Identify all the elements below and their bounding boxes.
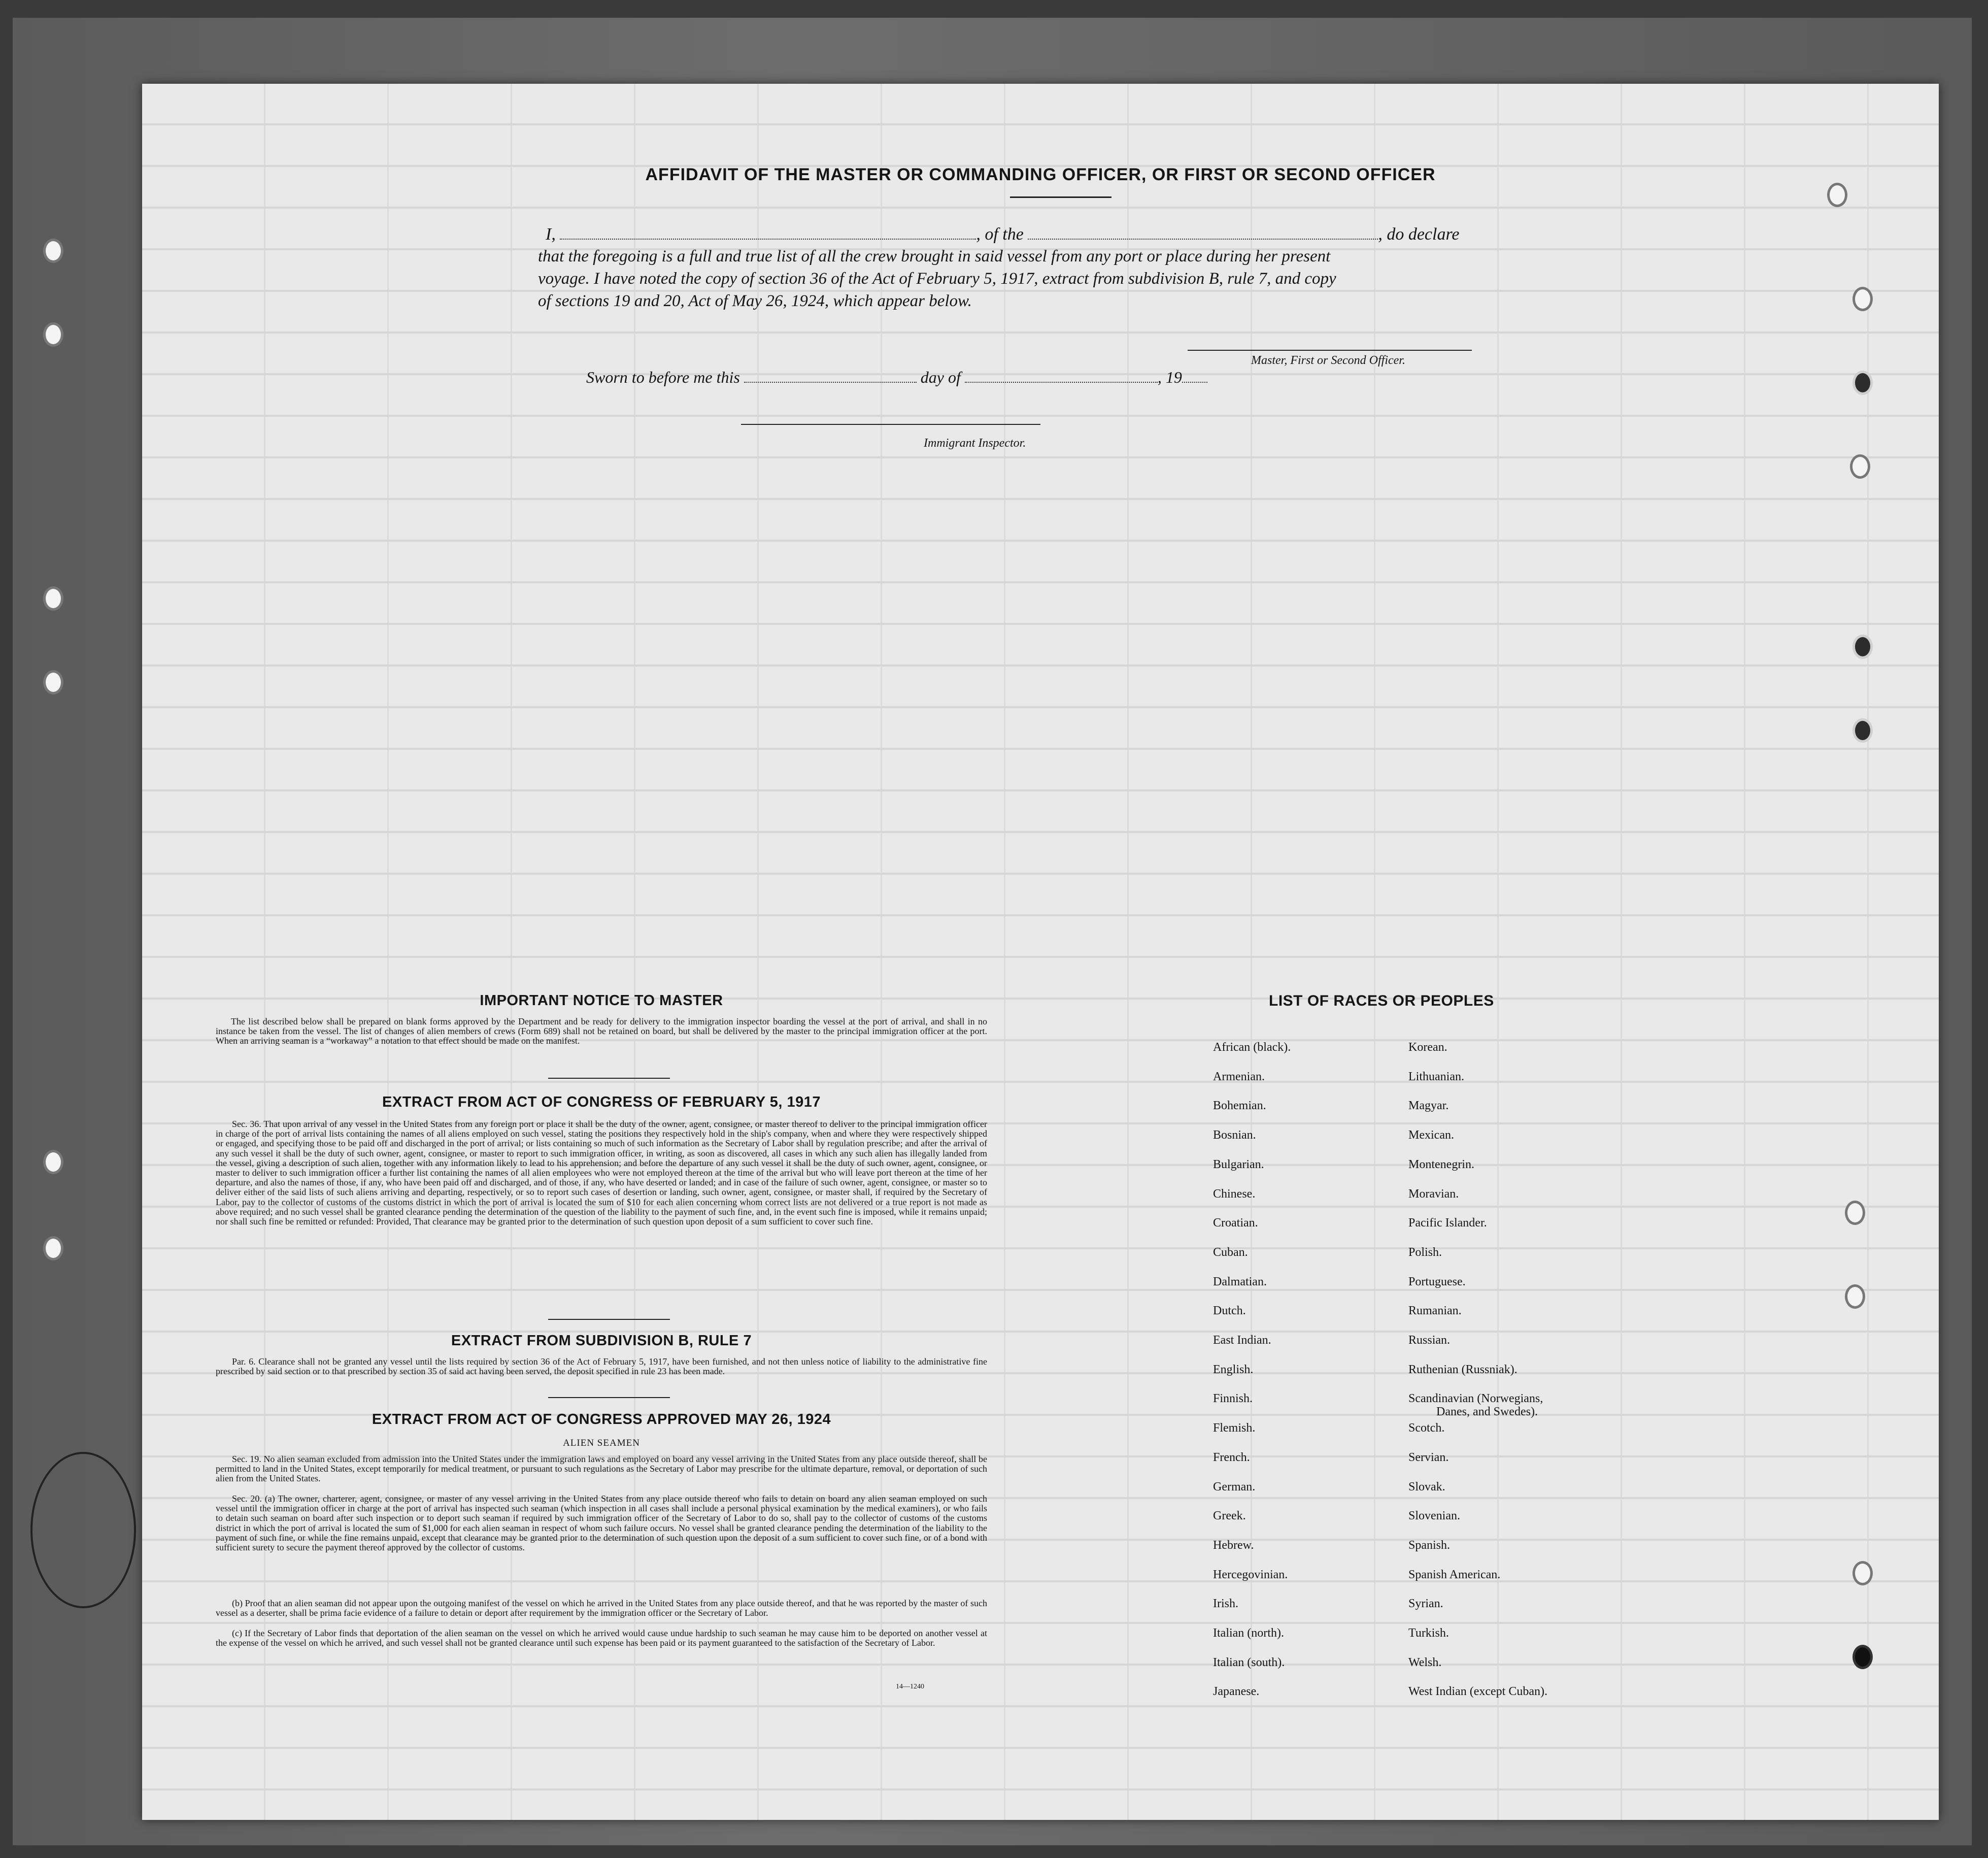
race-item: Croatian. <box>1213 1216 1258 1230</box>
extract-rule7-text: Par. 6. Clearance shall not be granted any vessel until the lists required by section 36 of the Act of February 5, 1917, have been furnished, and not then unless notice of liability to the administrative fine prescribed by said section or to that prescribed by section 35 of said act having been served, the deposit specified in rule 23 has been made. <box>216 1356 987 1377</box>
extract-1917-rule <box>548 1319 670 1320</box>
race-item: Russian. <box>1408 1334 1451 1347</box>
vessel-blank[interactable] <box>1028 238 1378 240</box>
binder-hole <box>1845 1201 1865 1225</box>
race-item: French. <box>1213 1450 1250 1464</box>
race-item: Scandinavian (Norwegians, <box>1408 1392 1543 1406</box>
affidavit-i: I, <box>546 225 556 244</box>
extract-1917-title: EXTRACT FROM ACT OF CONGRESS OF FEBRUARY 5, 1917 <box>382 1094 821 1110</box>
title-rule <box>1010 196 1111 198</box>
extract-rule7-title: EXTRACT FROM SUBDIVISION B, RULE 7 <box>451 1333 752 1349</box>
master-signature-line <box>1188 350 1472 351</box>
binder-hole <box>1827 183 1847 207</box>
notice-text: The list described below shall be prepared on blank forms approved by the Department and be ready for delivery to the immigration inspector boarding the vessel at the port of arrival, and shall in no instance be taken from the vessel. The list of changes of alien members of crews (Form 689) shall not be retained on board, but shall be delivered by the master to the principal immigration officer at the port. When an arriving seaman is a “workaway” a notation to that effect should be made on the manifest. <box>216 1016 987 1046</box>
binder-hole <box>43 670 63 694</box>
affidavit-line-4: of sections 19 and 20, Act of May 26, 1924, which appear below. <box>538 292 972 310</box>
binder-hole <box>1852 1561 1873 1585</box>
race-item: Bohemian. <box>1213 1099 1266 1113</box>
master-label: Master, First or Second Officer. <box>1251 354 1405 367</box>
sworn-day-of: day of <box>920 368 961 386</box>
race-item: Mexican. <box>1408 1129 1454 1142</box>
race-item: Dutch. <box>1213 1304 1246 1318</box>
race-item: Slovenian. <box>1408 1509 1460 1523</box>
partial-stamp <box>30 1452 136 1608</box>
sec20c-text: (c) If the Secretary of Labor finds that deportation of the alien seaman on the vessel on which he arrived would cause undue hardship to such seaman he may cause him to be deported on another vessel at the expense of the vessel on which he arrived, and such vessel shall not be granted clearance until such expense has been paid or its payment guaranteed to the satisfaction of the Secretary of Labor. <box>216 1628 987 1648</box>
race-item: Lithuanian. <box>1408 1070 1464 1083</box>
race-item: English. <box>1213 1363 1254 1376</box>
race-item: Italian (south). <box>1213 1655 1285 1669</box>
race-item: Hebrew. <box>1213 1538 1254 1552</box>
binder-hole <box>1850 454 1870 479</box>
manifest-page <box>142 84 1939 1820</box>
sec20a-text: Sec. 20. (a) The owner, charterer, agent, consignee, or master of any vessel arriving in the United States from any place outside thereof who fails to detain on board any alien seaman employed on such vessel until the immigration officer in charge at the port of arrival has inspected such seaman (which inspection in all cases shall include a personal physical examination by the medical examiners), or who fails to detain such seaman on board after such inspection or to deport such seaman if required by such immigration officer of the Secretary of Labor to do so, shall pay to the collector of customs of the customs district in which the port of arrival is located the sum of $1,000 for each alien seaman in respect of whom such failure occurs. No vessel shall be granted clearance pending the determination of the liability to the payment of such fine, or while the fine remains unpaid, except that clearance may be granted prior to the determination of such question upon the deposit of a sum sufficient to cover such fine, or of a bond with sufficient surety to secure the payment thereof approved by the collector of customs. <box>216 1494 987 1553</box>
alien-seamen-subtitle: ALIEN SEAMEN <box>563 1438 640 1448</box>
race-item: Scotch. <box>1408 1421 1445 1435</box>
race-item: Ruthenian (Russniak). <box>1408 1363 1518 1376</box>
race-item: Slovak. <box>1408 1480 1445 1494</box>
affidavit-of-the: , of the <box>976 225 1024 244</box>
inspector-label: Immigrant Inspector. <box>924 437 1026 450</box>
race-item: Pacific Islander. <box>1408 1216 1487 1230</box>
binder-hole <box>1852 635 1873 659</box>
sworn-year: , 19 <box>1157 368 1182 386</box>
race-item: Syrian. <box>1408 1597 1443 1611</box>
race-item: Servian. <box>1408 1450 1449 1464</box>
sec20b-text: (b) Proof that an alien seaman did not appear upon the outgoing manifest of the vessel on which he arrived in the United States from any place outside thereof, and that he was reported by the master of such vessel as a deserter, shall be prima facie evidence of a failure to detain or deport after requirement by the immigration officer or the Secretary of Labor. <box>216 1598 987 1618</box>
race-item: Danes, and Swedes). <box>1436 1405 1538 1419</box>
race-item: African (black). <box>1213 1041 1291 1054</box>
race-item: Greek. <box>1213 1509 1246 1523</box>
affidavit-line-3: voyage. I have noted the copy of section 36 of the Act of February 5, 1917, extract from subdivision B, rule 7, and copy <box>538 270 1336 288</box>
race-item: Bosnian. <box>1213 1129 1256 1142</box>
race-item: Rumanian. <box>1408 1304 1462 1318</box>
binder-hole <box>1852 1645 1873 1669</box>
sworn-prefix: Sworn to before me this <box>586 368 740 386</box>
affidavit-line-1 <box>546 225 1460 244</box>
race-item: Spanish. <box>1408 1538 1451 1552</box>
form-number: 14—1240 <box>896 1683 924 1690</box>
binder-hole <box>43 1236 63 1260</box>
race-item: Flemish. <box>1213 1421 1256 1435</box>
extract-rule7-rule <box>548 1397 670 1398</box>
race-item: Chinese. <box>1213 1187 1256 1201</box>
show-through-text <box>142 84 1939 1820</box>
sec19-text: Sec. 19. No alien seaman excluded from admission into the United States under the immigration laws and employed on board any vessel arriving in the United States from any place outside thereof, shall be permitted to land in the United States, except temporarily for medical treatment, or pursuant to such regulations as the Secretary of Labor may prescribe for the ultimate departure, removal, or deportation of such alien from the United States. <box>216 1454 987 1484</box>
race-item: Magyar. <box>1408 1099 1449 1113</box>
race-item: Spanish American. <box>1408 1568 1501 1581</box>
race-item: Turkish. <box>1408 1627 1449 1640</box>
sworn-day-blank[interactable] <box>744 381 917 383</box>
name-blank[interactable] <box>560 238 976 240</box>
sworn-month-blank[interactable] <box>965 381 1158 383</box>
race-item: German. <box>1213 1480 1256 1494</box>
race-item: Italian (north). <box>1213 1627 1284 1640</box>
race-item: Korean. <box>1408 1041 1447 1054</box>
race-item: East Indian. <box>1213 1334 1271 1347</box>
race-item: Polish. <box>1408 1245 1442 1259</box>
race-item: Japanese. <box>1213 1685 1260 1699</box>
affidavit-declare: , do declare <box>1378 225 1460 244</box>
race-item: Welsh. <box>1408 1655 1442 1669</box>
binder-hole <box>43 586 63 611</box>
sworn-year-blank[interactable] <box>1182 381 1207 383</box>
affidavit-title: AFFIDAVIT OF THE MASTER OR COMMANDING OFFICER, OR FIRST OR SECOND OFFICER <box>645 165 1436 184</box>
affidavit-line-2: that the foregoing is a full and true list of all the crew brought in said vessel from any port or place during her present <box>538 247 1331 266</box>
sworn-line <box>586 368 1207 387</box>
race-item: Hercegovinian. <box>1213 1568 1288 1581</box>
race-item: Portuguese. <box>1408 1275 1466 1288</box>
race-item: Finnish. <box>1213 1392 1253 1406</box>
race-item: Moravian. <box>1408 1187 1459 1201</box>
race-item: Armenian. <box>1213 1070 1265 1083</box>
race-item: West Indian (except Cuban). <box>1408 1685 1547 1699</box>
race-item: Cuban. <box>1213 1245 1248 1259</box>
binder-hole <box>43 322 63 347</box>
binder-hole <box>1852 287 1873 311</box>
race-item: Montenegrin. <box>1408 1157 1474 1171</box>
notice-title: IMPORTANT NOTICE TO MASTER <box>480 992 723 1009</box>
race-item: Bulgarian. <box>1213 1157 1264 1171</box>
race-item: Dalmatian. <box>1213 1275 1267 1288</box>
extract-1924-title: EXTRACT FROM ACT OF CONGRESS APPROVED MAY 26, 1924 <box>372 1411 831 1428</box>
binder-hole <box>1852 718 1873 743</box>
extract-1917-text: Sec. 36. That upon arrival of any vessel in the United States from any foreign port or place it shall be the duty of the owner, agent, consignee, or master thereof to deliver to the principal immigration officer in charge of the port of arrival lists containing the names of all aliens employed on such vessel, stating the positions they respectively hold in the ship's company, when and where they were respectively shipped or engaged, and specifying those to be paid off and discharged in the port of arrival; or lists containing so much of such information as the Secretary of Labor shall by regulation prescribe; and after the arrival of any such vessel it shall be the duty of such owner, agent, consignee, or master to report to such immigration officer, in writing, as soon as discovered, all cases in which any such alien has illegally landed from the vessel, giving a description of such alien, together with any information likely to lead to his apprehension; and before the departure of any such vessel it shall be the duty of such owner, agent, consignee, or master to deliver to such immigration officer a further list containing the names of all alien employees who were not employed thereon at the time of the arrival but who will leave port thereon at the time of her departure, and also the names of those, if any, who have been paid off and discharged, and of those, if any, who have deserted or landed; and in case of the failure of such owner, agent, consignee, or master so to deliver either of the said lists of such aliens arriving and departing, respectively, or so to report such cases of desertion or landing, such owner, agent, consignee, or master shall, if required by the Secretary of Labor, pay to the collector of customs of the customs district in which the port of arrival is located the sum of $10 for each alien concerning whom correct lists are not delivered or a true report is not made as above required; and no such vessel shall be granted clearance pending the determination of the question of the liability to the payment of such fine, and, in the event such fine is imposed, while it remains unpaid; nor shall such fine be remitted or refunded: Provided, That clearance may be granted prior to the determination of such question upon deposit of a sum sufficient to cover such fine. <box>216 1119 987 1227</box>
inspector-signature-line <box>741 424 1040 425</box>
races-title: LIST OF RACES OR PEOPLES <box>1269 992 1494 1009</box>
notice-rule <box>548 1078 670 1079</box>
binder-hole <box>1845 1284 1865 1309</box>
binder-hole <box>43 239 63 263</box>
binder-hole <box>43 1150 63 1174</box>
race-item: Irish. <box>1213 1597 1238 1611</box>
